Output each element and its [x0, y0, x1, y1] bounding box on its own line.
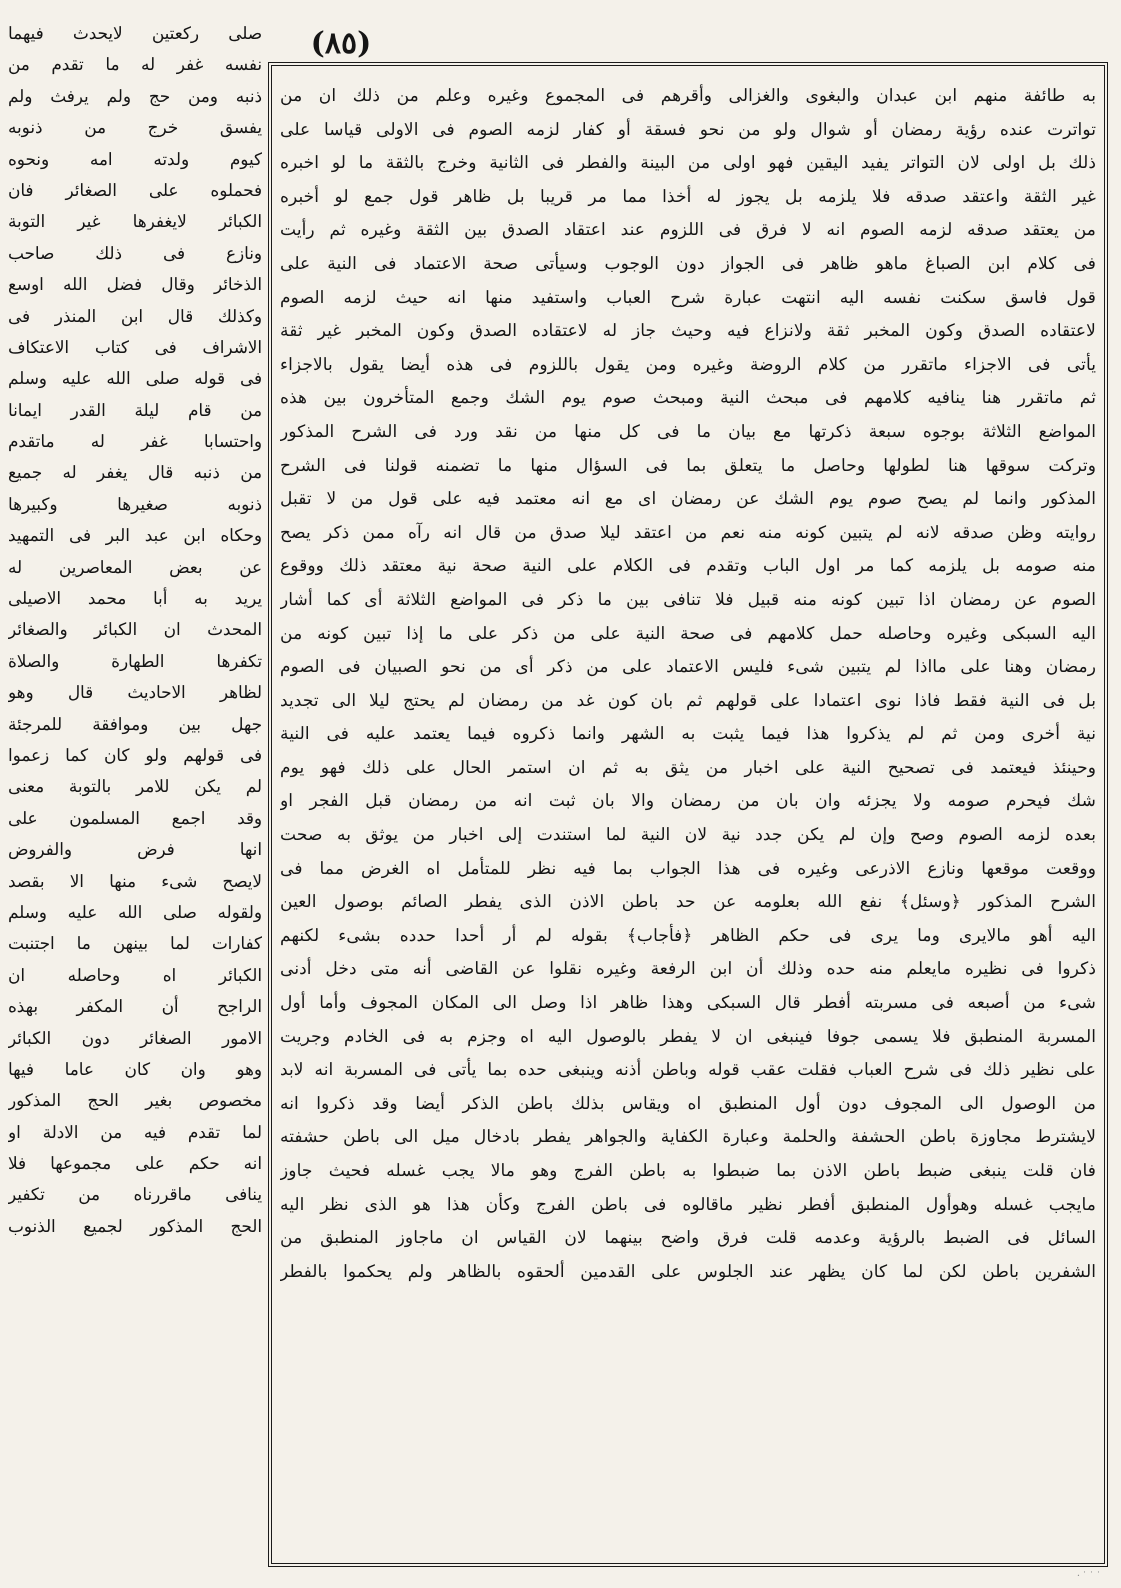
margin-text-line: انه حكم على مجموعها فلا	[8, 1153, 262, 1174]
main-text-line: اليه السبكى وغيره وحاصله حمل كلامهم فى صحة النية على من ذكر على ما إذا تبين كونه من	[280, 623, 1096, 644]
margin-text-line: كيوم ولدته امه ونحوه	[8, 148, 262, 169]
main-text-line: من يعتقد صدقه لزمه الصوم انه لا فرق فى اللزوم عند اعتقاد الصدق بين الثقة وغيره ثم رأيت	[280, 220, 1096, 241]
main-text-line: نية أخرى ومن ثم لم يذكروا هذا فيما يثبت به الشهر وانما ذكروه فيما يعتمد عليه فى النية	[280, 724, 1096, 745]
main-text-line: يأتى فى الاجزاء ماتقرر من كلام الروضة وغيره ومن يقول باللزوم فى هذه أيضا يقول بالاجزاء	[280, 354, 1096, 375]
main-text-line: غير الثقة واعتقد صدقه فلا يلزمه بل يجوز له أخذا مما مر قريبا بل ظاهر قول جمع لو أخبره	[280, 186, 1096, 207]
main-text-line: شك فيحرم صومه ولا يجزئه وان بان من رمضان والا بان ثبت انه من رمضان قبل الفجر او	[280, 791, 1096, 812]
margin-text-line: لايصح شىء منها الا بقصد	[8, 870, 262, 891]
margin-text-line: ينافى ماقررناه من تكفير	[8, 1184, 262, 1205]
main-text-line: على نظير ذلك فى شرح العباب فقلت عقب قوله وباطن أذنه وينبغى حده بما يأتى فى المسربة انه لابد	[280, 1060, 1096, 1081]
margin-text-line: الكبائر لايغفرها غير التوبة	[8, 211, 262, 232]
margin-text-line: مخصوص بغير الحج المذكور	[8, 1090, 262, 1111]
main-text-line: الشفرين باطن لكن لما كان يظهر عند الجلوس على القدمين ألحقوه بالظاهر ولم يحكموا بالفطر	[280, 1261, 1096, 1282]
main-text-frame	[268, 62, 1108, 1567]
margin-text-line: واحتسابا غفر له ماتقدم	[8, 431, 262, 452]
margin-text-line: من قام ليلة القدر ايمانا	[8, 399, 262, 420]
main-text-line: لاعتقاده الصدق وكون المخبر ثقة ولانزاع فيه وحيث جاز له لاعتقاده الصدق وكون المخبر غير ثقة	[280, 321, 1096, 342]
main-text-line: المسربة المنطبق فلا يسمى جوفا فينبغى ان لا يفطر بالوصول اليه اه وجزم به فى الخادم وجريت	[280, 1026, 1096, 1047]
main-text-line: الصوم عن رمضان اذا تبين كونه منه قبيل فلا تنافى بين ما ذكر فى المواضع الثلاثة أى كما أشار	[280, 589, 1096, 610]
margin-text-line: يفسق خرج من ذنوبه	[8, 117, 262, 138]
main-text-line: المذكور وانما لم يصح صوم يوم الشك عن رمضان اى مع انه معتمد فيه على قول من لا تقبل	[280, 489, 1096, 510]
main-text-line: بعده لزمه الصوم وصح وإن لم يكن جدد نية لان النية لما استندت إلى اخبار من يوثق به صحت	[280, 825, 1096, 846]
main-text-line: بل فى النية فقط فاذا نوى اعتمادا على قولهم ثم بان كون غد من رمضان لم يحتج ليلا الى تجديد	[280, 690, 1096, 711]
margin-text-line: ذنبه ومن حج ولم يرفث ولم	[8, 85, 262, 106]
margin-text-line: انها فرض والفروض	[8, 839, 262, 860]
main-text-line: المواضع الثلاثة بوجوه سبعة ذكرتها مع بيان ما فى كل منها من نقد ورد فى الشرح المذكور	[280, 421, 1096, 442]
main-text-line: السائل فى الضبط بالرؤية وعدمه قلت فرق واضح بينهما لان القياس ان ماجاوز المنطبق من	[280, 1228, 1096, 1249]
margin-text-line: وحكاه ابن عبد البر فى التمهيد	[8, 525, 262, 546]
margin-text-line: صلى ركعتين لايحدث فيهما	[8, 23, 262, 43]
margin-text-line: فحملوه على الصغائر فان	[8, 179, 262, 200]
margin-text-line: ذنوبه صغيرها وكبيرها	[8, 493, 262, 514]
margin-text-line: ولقوله صلى الله عليه وسلم	[8, 901, 262, 922]
main-text-line: لايشترط مجاوزة باطن الحشفة والحلمة وعبارة الكفاية والجواهر يفطر بادخال ميل الى باطن حشفته	[280, 1127, 1096, 1148]
main-text-line: وتركت سوقها هنا لطولها وحاصل ما يتعلق بما فى السؤال منها ما تضمنه قولنا فى الشرح	[280, 455, 1096, 476]
margin-text-line: لم يكن للامر بالتوبة معنى	[8, 776, 262, 797]
main-text-line: به طائفة منهم ابن عبدان والبغوى والغزالى وأقرهم فى المجموع وغيره وعلم من ذلك ان من	[280, 86, 1096, 106]
margin-text-line: كفارات لما بينهن ما اجتنبت	[8, 933, 262, 954]
margin-text-line: الذخائر وقال فضل الله اوسع	[8, 274, 262, 295]
margin-commentary	[8, 18, 262, 1242]
margin-text-line: تكفرها الطهارة والصلاة	[8, 650, 262, 671]
main-text-line: ذلك بل اولى لان التواتر يفيد اليقين فهو اولى من البينة والفطر فى الثانية وخرج بالثقة ما لو اخبره	[280, 153, 1096, 174]
margin-text-line: يريد به أبا محمد الاصيلى	[8, 588, 262, 609]
main-text-line: رمضان وهنا على مااذا لم يتبين شىء فليس الاعتماد على من ذكر أى من نحو الصبيان فى الصوم	[280, 657, 1096, 678]
margin-text-line: الحج المذكور لجميع الذنوب	[8, 1215, 262, 1236]
margin-text-line: وكذلك قال ابن المنذر فى	[8, 305, 262, 326]
margin-text-line: وقد اجمع المسلمون على	[8, 807, 262, 828]
main-text-line: فان قلت ينبغى ضبط باطن الاذن بما ضبطوا به باطن الفرج وهو مالا يجب غسله فحيث جاوز	[280, 1161, 1096, 1181]
main-text-line: ذكروا فى نظيره مايعلم منه حده وذلك أن ابن الرفعة وغيره نقلوا عن القاضى أنه متى دخل أدنى	[280, 959, 1096, 980]
margin-text-line: جهل بين وموافقة للمرجئة	[8, 713, 262, 734]
main-text-body	[280, 80, 1096, 1289]
margin-text-line: ونازع فى ذلك صاحب	[8, 242, 262, 263]
margin-text-line: الامور الصغائر دون الكبائر	[8, 1027, 262, 1048]
main-text-line: تواترت عنده رؤية رمضان أو شوال ولو من نحو فسقة أو كفار لزمه الصوم فى الاولى قياسا على	[280, 119, 1096, 140]
main-text-line: اليه أهو مالايرى وما يرى فى حكم الظاهر ﴿فأجاب﴾ بقوله لم أر أحدا حدده بشىء لكنهم	[280, 925, 1096, 946]
margin-text-line: فى قولهم ولو كان كما زعموا	[8, 744, 262, 765]
scan-artifact-mark: ·˙˙˙	[1076, 1571, 1103, 1582]
margin-text-line: لظاهر الاحاديث قال وهو	[8, 682, 262, 703]
main-text-line: قول فاسق سكنت نفسه اليه انتهت عبارة شرح العباب واستفيد منها انه حيث لزمه الصوم	[280, 287, 1096, 308]
page-number: (٨٥)	[310, 26, 372, 61]
main-text-line: الشرح المذكور ﴿وسئل﴾ نفع الله بعلومه عن حد باطن الاذن الذى يفطر الصائم بوصول العين	[280, 892, 1096, 913]
margin-text-line: الاشراف فى كتاب الاعتكاف	[8, 336, 262, 357]
margin-text-line: وهو وان كان عاما فيها	[8, 1058, 262, 1079]
margin-text-line: المحدث ان الكبائر والصغائر	[8, 619, 262, 640]
main-text-line: وحينئذ فيعتمد فى تصحيح النية على اخبار من يثق به ثم ان استمر الحال على ذلك فهو يوم	[280, 757, 1096, 778]
margin-text-line: فى قوله صلى الله عليه وسلم	[8, 368, 262, 389]
main-text-line: شىء من أصبعه فى مسربته أفطر قال السبكى وهذا ظاهر اذا وصل الى المكان المجوف وأما أول	[280, 993, 1096, 1014]
margin-text-line: لما تقدم فيه من الادلة او	[8, 1121, 262, 1142]
margin-text-line: الكبائر اه وحاصله ان	[8, 964, 262, 985]
main-text-line: ثم ماتقرر هنا ينافيه كلامهم فى مبحث النية ومبحث صوم يوم الشك وجمع المتأخرون بين هذه	[280, 388, 1096, 409]
main-text-line: من الوصول الى المجوف دون أول المنطبق اه ويقاس بذلك باطن الذكر أيضا وقد ذكروا انه	[280, 1093, 1096, 1114]
margin-text-line: الراجح أن المكفر بهذه	[8, 996, 262, 1017]
margin-text-line: عن بعض المعاصرين له	[8, 556, 262, 577]
main-text-line: مايجب غسله وهوأول المنطبق أفطر نظير ماقالوه فى باطن الفرج وكأن هذا هو الذى نظر اليه	[280, 1194, 1096, 1215]
main-text-line: منه صومه بل يلزمه كما مر اول الباب وتقدم فى الكلام على النية صحة نية معتقد ذلك ووقوع	[280, 556, 1096, 577]
margin-text-line: من ذنبه قال يغفر له جميع	[8, 462, 262, 483]
main-text-line: ووقعت موقعها ونازع الاذرعى وغيره فى هذا الجواب بما فيه نظر للمتأمل اه الغرض مما فى	[280, 858, 1096, 879]
main-text-line: فى كلام ابن الصباغ ماهو ظاهر فى الجواز دون الوجوب وسيأتى صحة الاعتماد فى النية على	[280, 253, 1096, 274]
main-text-line: روايته وظن صدقه لانه لم يتبين كونه منه نعم من اعتقد ليلا صدق من قال انه رآه ممن ذكر يصح	[280, 522, 1096, 543]
margin-text-line: نفسه غفر له ما تقدم من	[8, 54, 262, 75]
